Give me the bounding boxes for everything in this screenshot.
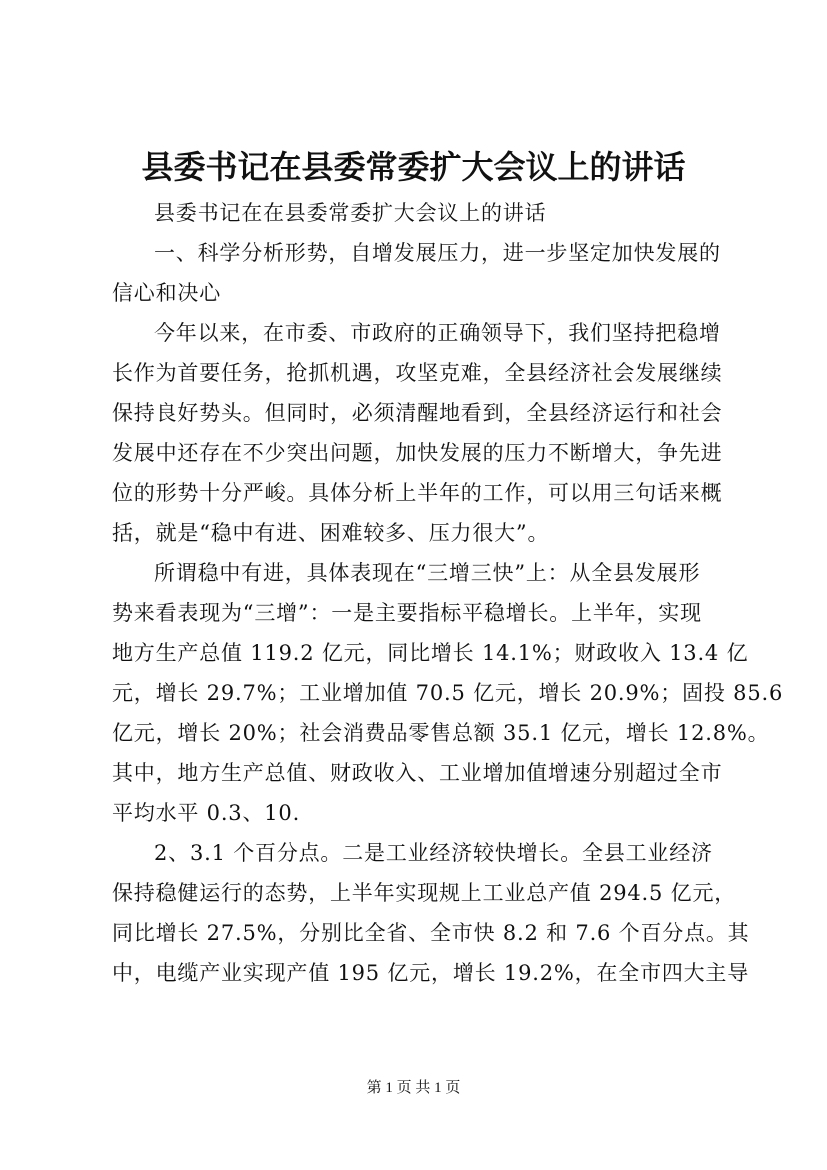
body-line: 元，增长 29.7%；工业增加值 70.5 亿元，增长 20.9%；固投 85.6 xyxy=(112,681,784,705)
body-line: 平均水平 0.3、10. xyxy=(112,801,301,825)
body-line: 位的形势十分严峻。具体分析上半年的工作，可以用三句话来概 xyxy=(112,481,723,505)
document-title: 县委书记在县委常委扩大会议上的讲话 xyxy=(141,148,686,186)
document-body xyxy=(112,193,784,993)
body-line: 信心和决心 xyxy=(112,281,221,305)
body-line: 长作为首要任务，抢抓机遇，攻坚克难，全县经济社会发展继续 xyxy=(112,361,723,385)
body-line: 发展中还存在不少突出问题，加快发展的压力不断增大，争先进 xyxy=(112,441,723,465)
body-line: 地方生产总值 119.2 亿元，同比增长 14.1%；财政收入 13.4 亿 xyxy=(112,641,749,665)
body-line: 2、3.1 个百分点。二是工业经济较快增长。全县工业经济 xyxy=(154,841,713,865)
body-line: 保持稳健运行的态势，上半年实现规上工业总产值 294.5 亿元， xyxy=(112,881,737,905)
page-footer: 第 1 页 共 1 页 xyxy=(366,1080,461,1096)
body-line: 同比增长 27.5%，分别比全省、全市快 8.2 和 7.6 个百分点。其 xyxy=(112,921,750,945)
body-line: 保持良好势头。但同时，必须清醒地看到，全县经济运行和社会 xyxy=(112,401,723,425)
body-line: 其中，地方生产总值、财政收入、工业增加值增速分别超过全市 xyxy=(112,761,723,785)
body-line: 一、科学分析形势，自增发展压力，进一步坚定加快发展的 xyxy=(154,241,721,265)
body-line: 所谓稳中有进，具体表现在“三增三快”上：从全县发展形 xyxy=(154,561,701,585)
body-line: 县委书记在在县委常委扩大会议上的讲话 xyxy=(154,201,547,225)
body-line: 势来看表现为“三增”：一是主要指标平稳增长。上半年，实现 xyxy=(112,601,702,625)
body-line: 括，就是“稳中有进、困难较多、压力很大”。 xyxy=(112,521,550,545)
body-line: 今年以来，在市委、市政府的正确领导下，我们坚持把稳增 xyxy=(154,321,721,345)
body-line: 亿元，增长 20%；社会消费品零售总额 35.1 亿元，增长 12.8%。 xyxy=(112,721,770,745)
body-line: 中，电缆产业实现产值 195 亿元，增长 19.2%，在全市四大主导 xyxy=(112,961,750,985)
